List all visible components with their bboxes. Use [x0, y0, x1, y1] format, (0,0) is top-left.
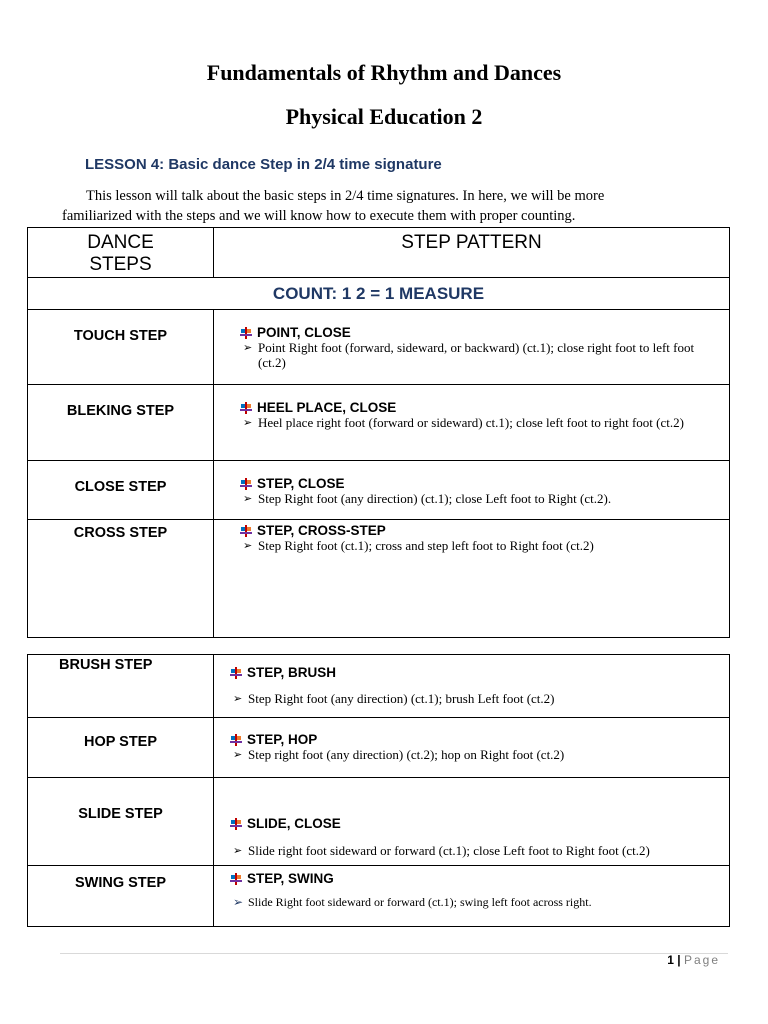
arrow-bullet-icon: ➢ — [243, 341, 253, 354]
pattern-description-text: Step Right foot (any direction) (ct.1); brush Left foot (ct.2) — [248, 691, 555, 706]
pattern-heading — [240, 476, 723, 491]
pattern-heading — [230, 665, 723, 680]
pattern-heading — [230, 816, 723, 831]
pattern-heading — [230, 732, 723, 747]
pattern-label: HEEL PLACE, CLOSE — [257, 400, 397, 415]
arrow-bullet-icon: ➢ — [243, 416, 253, 429]
pattern-heading — [240, 523, 723, 538]
four-color-bullet-icon — [230, 818, 242, 830]
dance-steps-table-1 — [27, 227, 730, 638]
arrow-bullet-icon: ➢ — [243, 492, 253, 505]
pattern-label: POINT, CLOSE — [257, 325, 351, 340]
dance-steps-table-2 — [27, 654, 730, 927]
four-color-bullet-icon — [240, 525, 252, 537]
step-pattern-cell — [214, 718, 730, 778]
four-color-bullet-icon — [240, 478, 252, 490]
step-pattern-cell — [214, 520, 730, 638]
count-row: COUNT: 1 2 = 1 MEASURE — [28, 278, 730, 310]
step-name: TOUCH STEP — [28, 310, 214, 385]
table-row — [28, 461, 730, 520]
table-row — [28, 520, 730, 638]
pattern-description — [230, 895, 723, 910]
pattern-description — [240, 340, 723, 370]
pattern-description-text: Slide right foot sideward or forward (ct.1); close Left foot to Right foot (ct.2) — [248, 843, 650, 858]
step-pattern-cell — [214, 461, 730, 520]
table-row — [28, 655, 730, 718]
step-name: BRUSH STEP — [28, 655, 214, 718]
pattern-description — [240, 538, 723, 553]
arrow-bullet-icon: ➢ — [233, 895, 244, 909]
pattern-label: STEP, CROSS-STEP — [257, 523, 386, 538]
pattern-description-text: Step Right foot (ct.1); cross and step left foot to Right foot (ct.2) — [258, 538, 594, 553]
pattern-description — [230, 691, 723, 706]
page-label: Page — [683, 953, 720, 967]
table-row — [28, 866, 730, 927]
lesson-heading: LESSON 4: Basic dance Step in 2/4 time signature — [85, 156, 442, 173]
arrow-bullet-icon: ➢ — [233, 844, 243, 857]
table-row — [28, 310, 730, 385]
step-name: HOP STEP — [28, 718, 214, 778]
arrow-bullet-icon: ➢ — [243, 539, 253, 552]
page-separator: | — [677, 953, 681, 967]
pattern-label: STEP, SWING — [247, 871, 334, 886]
pattern-description-text: Step right foot (any direction) (ct.2); hop on Right foot (ct.2) — [248, 747, 565, 762]
table-row — [28, 385, 730, 461]
document-subtitle: Physical Education 2 — [285, 104, 483, 129]
pattern-heading — [240, 325, 723, 340]
pattern-description-text: Point Right foot (forward, sideward, or backward) (ct.1); close right foot to left foot (ct.2) — [258, 340, 695, 370]
arrow-bullet-icon: ➢ — [233, 748, 243, 761]
four-color-bullet-icon — [240, 402, 252, 414]
step-name: SWING STEP — [28, 866, 214, 927]
pattern-description-text: Slide Right foot sideward or forward (ct.1); swing left foot across right. — [248, 895, 592, 909]
page-footer — [667, 953, 720, 967]
pattern-description — [240, 415, 723, 430]
intro-line-2: familiarized with the steps and we will know how to execute them with proper counting. — [62, 208, 576, 224]
pattern-label: STEP, BRUSH — [247, 665, 337, 680]
header-dance-steps-label: DANCE STEPS — [87, 232, 154, 275]
header-step-pattern: STEP PATTERN — [214, 228, 730, 278]
pattern-description-text: Heel place right foot (forward or sideward) ct.1); close left foot to right foot (ct.2) — [258, 415, 684, 430]
pattern-description-text: Step Right foot (any direction) (ct.1); close Left foot to Right (ct.2). — [258, 491, 612, 506]
header-dance-steps — [28, 228, 214, 278]
four-color-bullet-icon — [230, 667, 242, 679]
pattern-description — [240, 491, 723, 506]
step-pattern-cell — [214, 385, 730, 461]
intro-line-1: This lesson will talk about the basic steps in 2/4 time signatures. In here, we will be more — [86, 188, 605, 204]
step-pattern-cell — [214, 310, 730, 385]
table-row — [28, 778, 730, 866]
step-pattern-cell — [214, 778, 730, 866]
pattern-label: STEP, CLOSE — [257, 476, 345, 491]
footer-divider — [60, 953, 728, 954]
step-pattern-cell — [214, 866, 730, 927]
step-pattern-cell — [214, 655, 730, 718]
pattern-heading — [230, 871, 723, 886]
arrow-bullet-icon: ➢ — [233, 692, 243, 705]
table-row — [28, 718, 730, 778]
step-name: SLIDE STEP — [28, 778, 214, 866]
four-color-bullet-icon — [230, 873, 242, 885]
pattern-label: STEP, HOP — [247, 732, 318, 747]
step-name: CROSS STEP — [28, 520, 214, 638]
four-color-bullet-icon — [230, 734, 242, 746]
pattern-description — [230, 843, 723, 858]
step-name: BLEKING STEP — [28, 385, 214, 461]
four-color-bullet-icon — [240, 327, 252, 339]
document-title: Fundamentals of Rhythm and Dances — [206, 60, 562, 85]
pattern-label: SLIDE, CLOSE — [247, 816, 341, 831]
pattern-heading — [240, 400, 723, 415]
page-number: 1 — [667, 953, 674, 967]
pattern-description — [230, 747, 723, 762]
intro-paragraph — [62, 186, 722, 226]
step-name: CLOSE STEP — [28, 461, 214, 520]
